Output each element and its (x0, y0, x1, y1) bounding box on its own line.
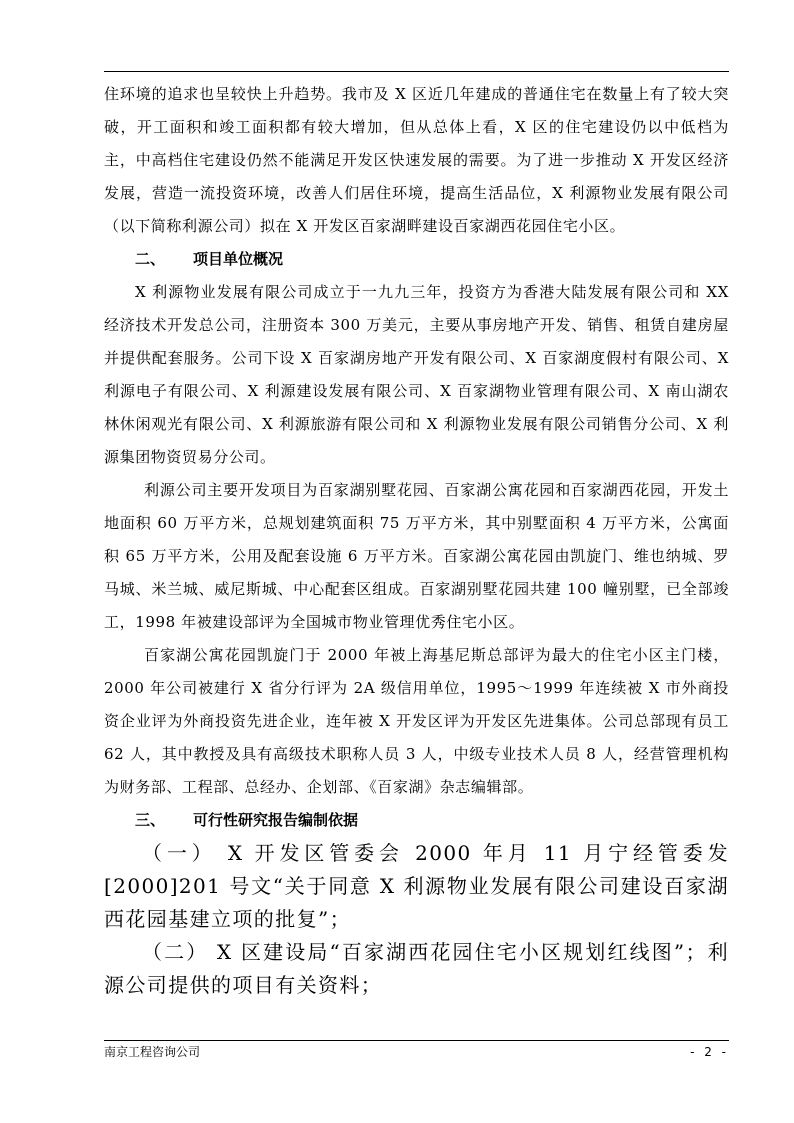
paragraph-awards: 百家湖公寓花园凯旋门于 2000 年被上海基尼斯总部评为最大的住宅小区主门楼，2000 年公司被建行 X 省分行评为 2A 级信用单位，1995～1999 年连续被 X 市外商投资企业评为外商投资先进企业，连年被 X 开发区评为开发区先进集体。公司总部现有员工 62 人，其中教授及具有高级技术职称人员 3 人，中级专业技术人员 8 人，经营管理机构为财务部、工程部、总经办、企划部、《百家湖》杂志编辑部。 (104, 646, 729, 796)
paragraph-intro: 住环境的追求也呈较快上升趋势。我市及 X 区近几年建成的普通住宅在数量上有了较大突破，开工面积和竣工面积都有较大增加，但从总体上看，X 区的住宅建设仍以中低档为主，中高档住宅建设仍然不能满足开发区快速发展的需要。为了进一步推动 X 开发区经济发展，营造一流投资环境，改善人们居住环境，提高生活品位，X 利源物业发展有限公司（以下简称利源公司）拟在 X 开发区百家湖畔建设百家湖西花园住宅小区。 (104, 85, 729, 235)
page-number: - 2 - (690, 1045, 729, 1059)
basis-item-2: （二） X 区建设局“百家湖西花园住宅小区规划红线图”；利源公司提供的项目有关资料； (104, 940, 729, 997)
footer-rule (104, 1040, 729, 1041)
header-rule (104, 71, 729, 72)
section-number: 二、 (135, 250, 166, 268)
section-title: 可行性研究报告编制依据 (193, 811, 359, 829)
document-body (104, 78, 729, 1002)
section-heading-3 (104, 804, 729, 837)
basis-item-1: （一） X 开发区管委会 2000 年月 11 月宁经管委发[2000]201 号文“关于同意 X 利源物业发展有限公司建设百家湖西花园基建立项的批复”； (104, 841, 729, 931)
section-title: 项目单位概况 (193, 250, 284, 268)
section-number: 三、 (135, 811, 166, 829)
paragraph-company: X 利源物业发展有限公司成立于一九九三年，投资方为香港大陆发展有限公司和 XX 经济技术开发总公司，注册资本 300 万美元，主要从事房地产开发、销售、租赁自建房屋并提供配套服务。公司下设 X 百家湖房地产开发有限公司、X 百家湖度假村有限公司、X 利源电子有限公司、X 利源建设发展有限公司、X 百家湖物业管理有限公司、X 南山湖农林休闲观光有限公司、X 利源旅游有限公司和 X 利源物业发展有限公司销售分公司、X 利源集团物资贸易分公司。 (104, 283, 729, 466)
section-heading-2 (104, 243, 729, 276)
footer-company: 南京工程咨询公司 (104, 1045, 201, 1059)
paragraph-projects: 利源公司主要开发项目为百家湖别墅花园、百家湖公寓花园和百家湖西花园，开发土地面积 60 万平方米，总规划建筑面积 75 万平方米，其中别墅面积 4 万平方米，公寓面积 65 万平方米，公用及配套设施 6 万平方米。百家湖公寓花园由凯旋门、维也纳城、罗马城、米兰城、威尼斯城、中心配套区组成。百家湖别墅花园共建 100 幢别墅，已全部竣工，1998 年被建设部评为全国城市物业管理优秀住宅小区。 (104, 481, 729, 631)
